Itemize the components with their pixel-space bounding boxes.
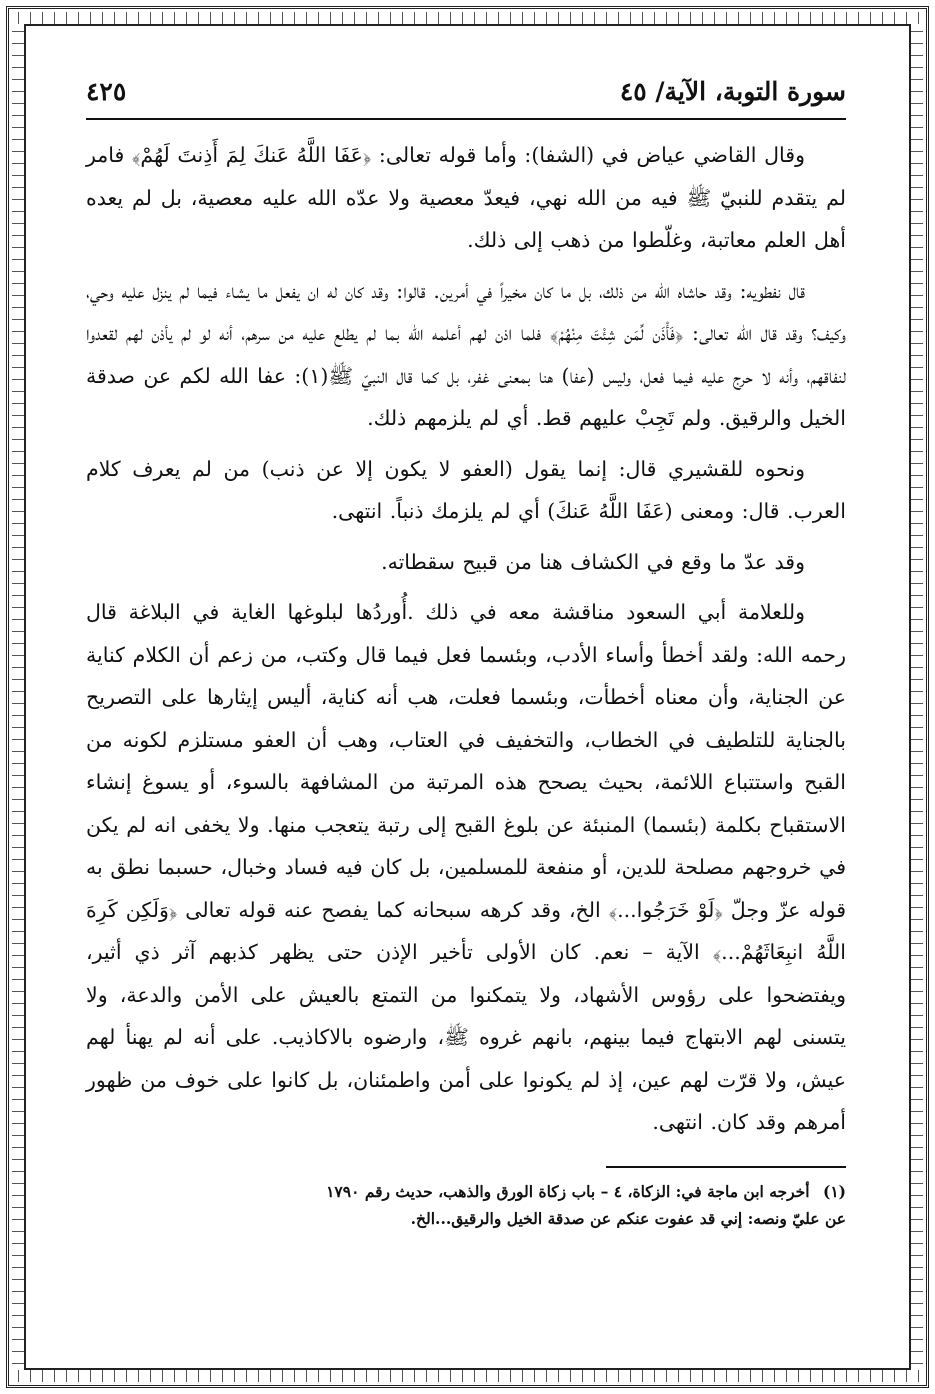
paragraph: وقال القاضي عياض في (الشفا): وأما قوله تعالى: ﴿عَفَا اللَّهُ عَنكَ لِمَ أَذِنتَ لَهُمْ﴾ فامر لم يتقدم للنبيّ ﷺ فيه من الله نهي، فيعدّ معصية ولا عدّه الله عليه معصية، بل لم يعده أهل العلم معاتبة، وغلّطوا من ذهب إلى ذلك.	[86, 143, 846, 252]
footnote-rule	[606, 1166, 846, 1168]
footnote	[86, 1178, 846, 1232]
page-content	[86, 70, 846, 1232]
footnote-text-1: أخرجه ابن ماجة في: الزكاة، ٤ – باب زكاة الورق والذهب، حديث رقم ١٧٩٠	[326, 1181, 810, 1201]
running-title: سورة التوبة، الآية/ ٤٥	[619, 77, 846, 106]
page-header	[86, 70, 846, 114]
header-rule	[86, 118, 846, 120]
page-number: ٤٢٥	[86, 77, 127, 106]
footnote-marker: (١)	[822, 1181, 846, 1201]
paragraph: وللعلامة أبي السعود مناقشة معه في ذلك .أُوردُها لبلوغها الغاية في البلاغة قال رحمه الله: ولقد أخطأ وأساء الأدب، وبئسما فعل فيما قال وكتب، من زعم أن الكلام كناية عن الجناية، وأن معناه أخطأت، وبئسما فعلت، هب أنه كناية، أليس إيثارها على التصريح بالجناية للتلطيف في الخطاب، والتخفيف في العتاب، وهب أن العفو مستلزم لكونه من القبح واستتباع اللائمة، بحيث يصحح هذه المرتبة من المشافهة بالسوء، أو يسوغ إنشاء الاستقباح بكلمة (بئسما) المنبئة عن بلوغ القبح إلى رتبة يتعجب منها. ولا يخفى انه لم يكن في خروجهم مصلحة للدين، أو منفعة للمسلمين، بل كان فيه فساد وخبال، حسبما نطق به قوله عزّ وجلّ ﴿لَوْ خَرَجُوا...﴾ الخ، وقد كرهه سبحانه كما يفصح عنه قوله تعالى ﴿وَلَكِن كَرِهَ اللَّهُ انبِعَاثَهُمْ...﴾ الآية – نعم. كان الأولى تأخير الإذن حتى يظهر كذبهم آثر ذي أثير، ويفتضحوا على رؤوس الأشهاد، ولا يتمكنوا من التمتع بالعيش على الأمن والدعة، ولا يتسنى لهم الابتهاج فيما بينهم، بانهم غروه ﷺ، وارضوه بالاكاذيب. على أنه لم يهنأ لهم عيش، ولا قرّت لهم عين، إذ لم يكونوا على أمن واطمئنان، بل كانوا على خوف من ظهور أمرهم وقد كان. انتهى.	[86, 600, 846, 1134]
paragraph: قال نفطويه: وقد حاشاه الله من ذلك، بل ما كان مخيراً في أمرين. قالوا: وقد كان له ان يفعل ما يشاء فيما لم ينزل عليه وحي، وكيف؟ وقد قال الله تعالى: ﴿فَأْذَن لِّمَن شِئْتَ مِنْهُمْ﴾ فلما اذن لهم أعلمه الله بما لم يطلع عليه من سرهم، أنه لو لم يأذن لهم لقعدوا لنفاقهم، وأنه لا حرج عليه فيما فعل، وليس (عفا) هنا بمعنى غفر، بل كما قال النبيّ ﷺ(١): عفا الله لكم عن صدقة الخيل والرقيق. ولم تَجِبْ عليهم قط. أي لم يلزمهم ذلك.	[86, 278, 847, 430]
body-text	[86, 134, 846, 1144]
footnote-line-2: عن عليّ ونصه: إني قد عفوت عنكم عن صدقة الخيل والرقيق...الخ.	[410, 1208, 846, 1228]
paragraph: ونحوه للقشيري قال: إنما يقول (العفو لا يكون إلا عن ذنب) من لم يعرف كلام العرب. قال: ومعنى (عَفَا اللَّهُ عَنكَ) أي لم يلزمك ذنباً. انتهى.	[86, 456, 846, 523]
paragraph: وقد عدّ ما وقع في الكشاف هنا من قبيح سقطاته.	[381, 549, 805, 574]
footnote-line-1	[86, 1178, 846, 1205]
